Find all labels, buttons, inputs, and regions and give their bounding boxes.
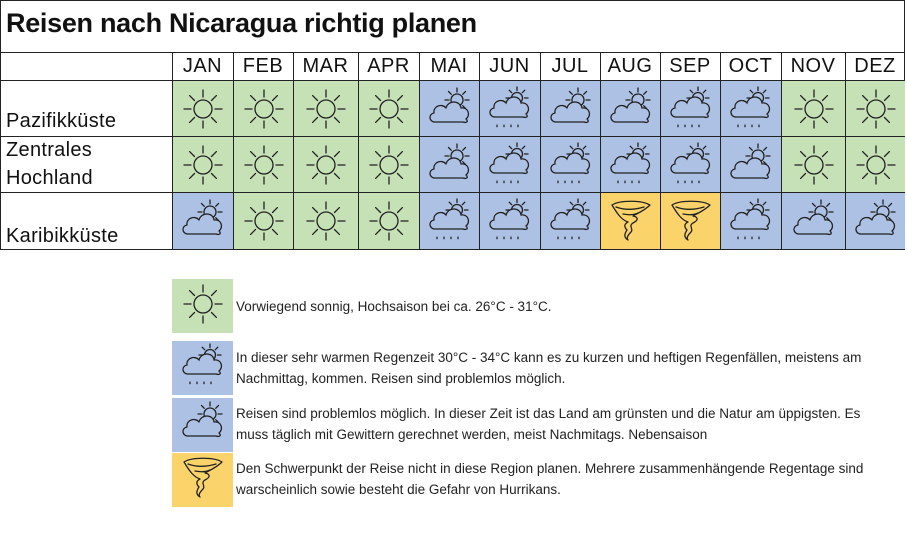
tornado-icon [666,196,716,246]
sun-icon [364,84,414,134]
weather-cell-rain [721,81,781,136]
sun-icon [301,84,351,134]
weather-cell-sunny [359,137,419,192]
tornado-icon [606,196,656,246]
tornado-icon [178,453,228,508]
sun-icon [178,140,228,190]
legend-text: Reisen sind problemlos möglich. In dieser Zeit ist das Land am grünsten und die Natur am üppigsten. Es muss täglich mit Gewittern gerechnet werden, meist Nachmitags. Nebensaison [236,406,861,442]
weather-cell-rain [480,137,540,192]
month-header: DEZ [854,55,896,77]
cloud-sun-rain-icon [726,196,776,246]
sun-icon [178,279,228,334]
partly-cloudy-icon [178,196,228,246]
legend-text: Vorwiegend sonnig, Hochsaison bei ca. 26°C - 31°C. [236,299,552,314]
month-header: JUN [489,55,530,77]
weather-cell-sunny [359,193,419,249]
sun-icon [239,140,289,190]
weather-cell-cloud [846,193,905,249]
month-header: APR [367,55,410,77]
partly-cloudy-icon [789,196,839,246]
month-header: AUG [607,55,653,77]
sun-icon [301,196,351,246]
sun-icon [178,84,228,134]
legend-swatch-hurricane [172,453,233,507]
sun-icon [851,140,901,190]
sun-icon [789,140,839,190]
weather-cell-sunny [359,81,419,136]
sun-icon [364,196,414,246]
cloud-sun-rain-icon [666,140,716,190]
partly-cloudy-icon [425,84,475,134]
weather-cell-sunny [846,81,905,136]
weather-cell-sunny [173,81,233,136]
region-label: Zentrales Hochland [6,139,93,189]
legend-swatch-rain [172,341,233,395]
weather-cell-cloud [420,81,479,136]
sun-icon [239,196,289,246]
weather-cell-hurricane [601,193,660,249]
cloud-sun-rain-icon [546,196,596,246]
cloud-sun-rain-icon [485,196,535,246]
partly-cloudy-icon [851,196,901,246]
weather-cell-cloud [601,81,660,136]
weather-cell-rain [420,193,479,249]
month-header: FEB [242,55,284,77]
cloud-sun-rain-icon [726,84,776,134]
legend-text: In dieser sehr warmen Regenzeit 30°C - 34°C kann es zu kurzen und heftigen Regenfällen, meistens am Nachmittag, kommen. Reisen sind problemlos möglich. [236,350,862,386]
weather-cell-sunny [782,137,845,192]
cloud-sun-rain-icon [606,140,656,190]
legend-text: Den Schwerpunkt der Reise nicht in diese Region planen. Mehrere zusammenhängende Regentage sind warscheinlich sowie besteht die Gefahr von Hurrikans. [236,461,864,497]
legend-swatch-sunny [172,279,233,333]
cloud-sun-rain-icon [425,196,475,246]
weather-cell-rain [480,81,540,136]
partly-cloudy-icon [546,84,596,134]
partly-cloudy-icon [425,140,475,190]
weather-cell-cloud [420,137,479,192]
weather-cell-rain [541,137,600,192]
weather-cell-sunny [294,137,358,192]
region-label: Karibikküste [6,225,119,247]
cloud-sun-rain-icon [485,84,535,134]
weather-cell-sunny [234,137,293,192]
sun-icon [364,140,414,190]
cloud-sun-rain-icon [546,140,596,190]
month-header: JAN [182,55,223,77]
weather-cell-cloud [541,81,600,136]
sun-icon [239,84,289,134]
sun-icon [851,84,901,134]
weather-cell-rain [661,81,720,136]
weather-cell-sunny [173,137,233,192]
weather-cell-cloud [782,193,845,249]
weather-cell-sunny [782,81,845,136]
weather-cell-rain [480,193,540,249]
weather-cell-rain [601,137,660,192]
weather-cell-sunny [234,81,293,136]
weather-cell-cloud [721,137,781,192]
region-label: Pazifikküste [6,110,117,132]
month-header: NOV [790,55,836,77]
weather-cell-rain [661,137,720,192]
page-title: Reisen nach Nicaragua richtig planen [6,8,477,38]
weather-cell-hurricane [661,193,720,249]
weather-cell-rain [541,193,600,249]
weather-cell-rain [721,193,781,249]
cloud-sun-rain-icon [178,341,228,396]
cloud-sun-rain-icon [666,84,716,134]
weather-cell-sunny [294,81,358,136]
partly-cloudy-icon [606,84,656,134]
weather-cell-sunny [294,193,358,249]
legend-swatch-cloud [172,398,233,452]
partly-cloudy-icon [726,140,776,190]
weather-cell-cloud [173,193,233,249]
sun-icon [301,140,351,190]
weather-cell-sunny [234,193,293,249]
month-header: SEP [669,55,711,77]
month-header: OCT [728,55,773,77]
sun-icon [789,84,839,134]
month-header: JUL [551,55,589,77]
partly-cloudy-icon [178,398,228,453]
cloud-sun-rain-icon [485,140,535,190]
month-header: MAR [302,55,349,77]
weather-cell-sunny [846,137,905,192]
month-header: MAI [430,55,468,77]
